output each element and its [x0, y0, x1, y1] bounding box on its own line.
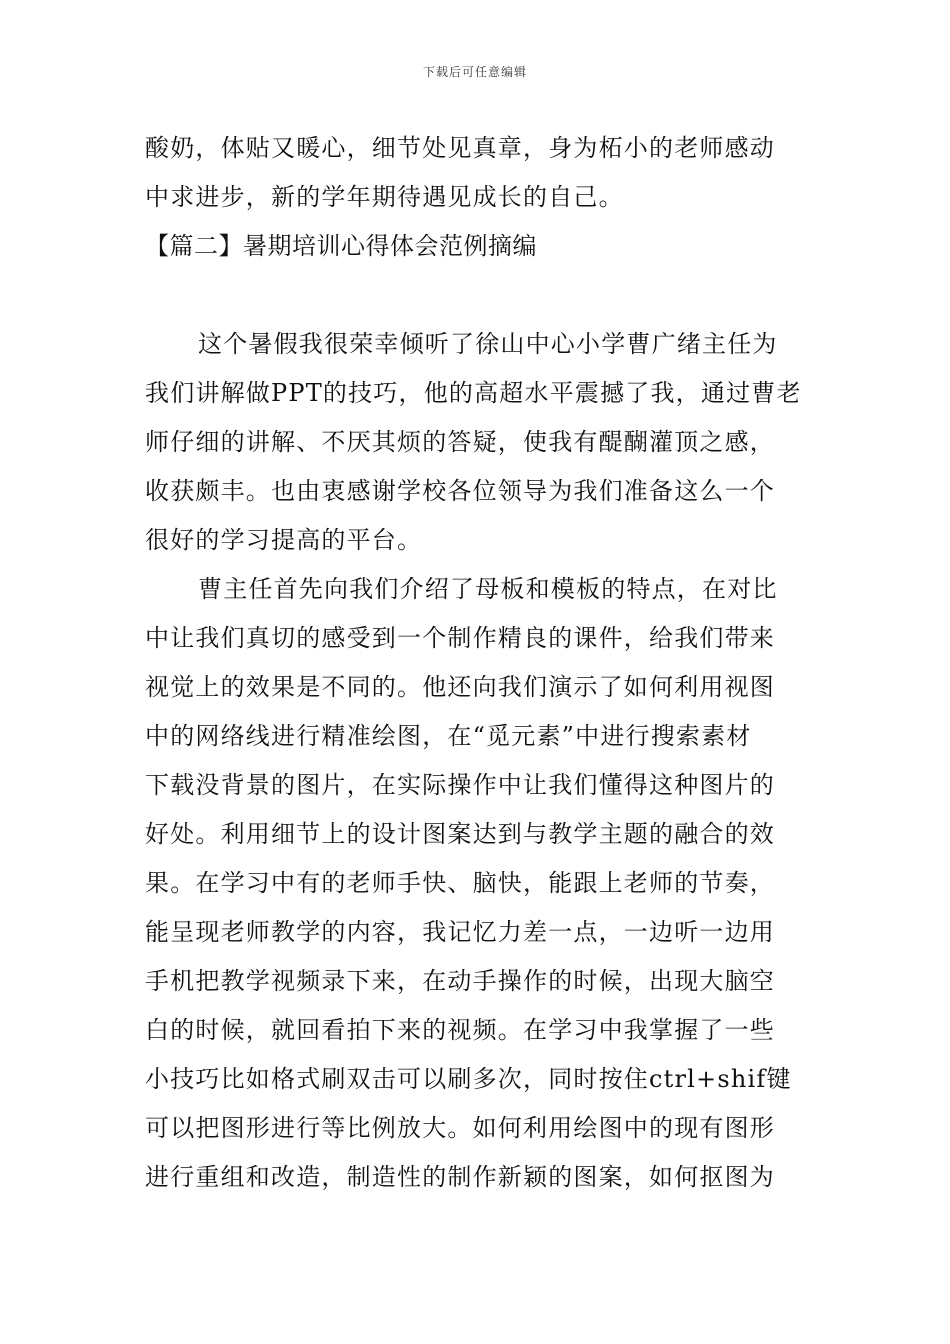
text-line: 能呈现老师教学的内容，我记忆力差一点，一边听一边用: [145, 918, 775, 946]
text-line: 下载没背景的图片，在实际操作中让我们懂得这种图片的: [145, 771, 775, 799]
text-line: 我们讲解做PPT的技巧，他的高超水平震撼了我，通过曹老: [145, 379, 802, 407]
text-line: 果。在学习中有的老师手快、脑快，能跟上老师的节奏，: [145, 869, 775, 897]
text-line: 可以把图形进行等比例放大。如何利用绘图中的现有图形: [145, 1114, 775, 1142]
text-line: 视觉上的效果是不同的。他还向我们演示了如何利用视图: [145, 673, 775, 701]
text-line: 很好的学习提高的平台。: [145, 526, 423, 554]
paragraph-first-line: 曹主任首先向我们介绍了母板和模板的特点，在对比: [198, 575, 778, 603]
text-line: 手机把教学视频录下来，在动手操作的时候，出现大脑空: [145, 967, 775, 995]
text-line: 小技巧比如格式刷双击可以刷多次，同时按住ctrl+shif键: [145, 1065, 792, 1093]
text-line: 中求进步，新的学年期待遇见成长的自己。: [145, 183, 624, 211]
blank-line: [145, 271, 810, 320]
section-heading: 【篇二】暑期培训心得体会范例摘编: [145, 232, 537, 260]
text-line: 进行重组和改造，制造性的制作新颖的图案，如何抠图为: [145, 1163, 775, 1191]
text-line: 中让我们真切的感受到一个制作精良的课件，给我们带来: [145, 624, 775, 652]
document-body: [145, 124, 810, 1202]
text-line: 白的时候，就回看拍下来的视频。在学习中我掌握了一些: [145, 1016, 775, 1044]
text-line: 酸奶，体贴又暖心，细节处见真章，身为柘小的老师感动: [145, 134, 775, 162]
text-line: 好处。利用细节上的设计图案达到与教学主题的融合的效: [145, 820, 775, 848]
text-line: 中的网络线进行精准绘图，在“觅元素”中进行搜索素材: [145, 722, 752, 750]
page-header-note: 下载后可任意编辑: [422, 65, 527, 79]
text-line: 收获颇丰。也由衷感谢学校各位领导为我们准备这么一个: [145, 477, 775, 505]
paragraph-first-line: 这个暑假我很荣幸倾听了徐山中心小学曹广绪主任为: [198, 330, 778, 358]
text-line: 师仔细的讲解、不厌其烦的答疑，使我有醍醐灌顶之感，: [145, 428, 775, 456]
